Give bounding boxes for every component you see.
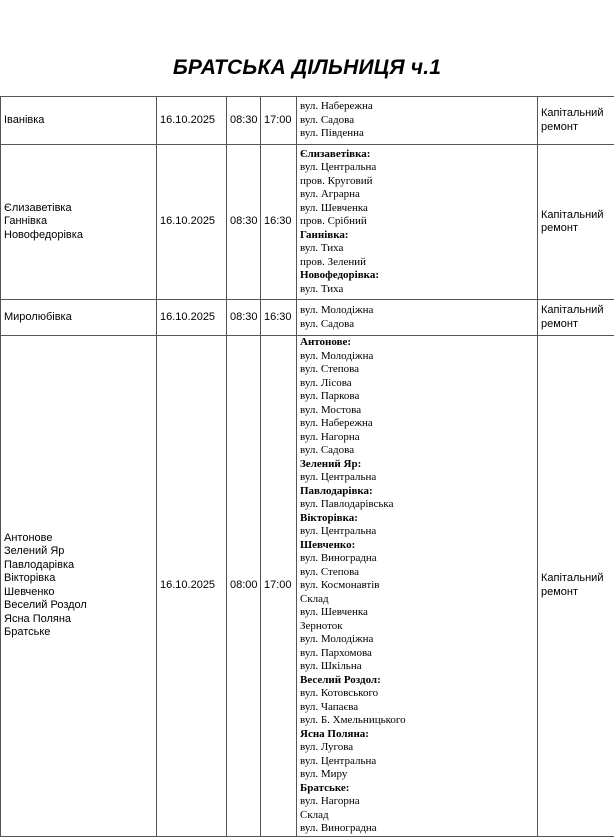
settlement-name: Веселий Роздол [4, 599, 87, 612]
settlement-name: Братське [4, 626, 51, 639]
street-name: вул. Нагорна [300, 430, 360, 443]
street-name: пров. Срібний [300, 215, 367, 228]
settlement-name: Ясна Поляна [4, 612, 72, 625]
work-type-text: ремонт [541, 585, 579, 598]
work-type-cell [538, 145, 614, 300]
street-name: вул. Нагорна [300, 795, 360, 807]
settlement-name: Ганнівка [4, 215, 48, 228]
start-time-cell: 08:30 [227, 145, 261, 300]
settlement-name: Антонове [4, 531, 53, 544]
work-type-text: ремонт [541, 317, 579, 330]
settlement-name: Іванівка [4, 113, 45, 126]
street-name: вул. Лісова [300, 376, 352, 389]
street-name: вул. Молодіжна [300, 633, 374, 645]
street-name: вул. Степова [300, 565, 360, 578]
streets-cell [297, 300, 538, 336]
street-name: вул. Центральна [300, 161, 377, 174]
start-time-cell: 08:30 [227, 300, 261, 336]
street-name: вул. Паркова [300, 390, 360, 402]
streets-cell [297, 97, 538, 145]
page-title: БРАТСЬКА ДІЛЬНИЦЯ ч.1 [172, 56, 442, 79]
street-name: пров. Зелений [300, 255, 367, 268]
street-name: вул. Космонавтів [300, 579, 380, 591]
street-name: вул. Центральна [300, 525, 377, 537]
streets-cell [297, 336, 538, 837]
settlement-heading: Веселий Роздол: [300, 673, 381, 686]
work-type-cell [538, 336, 614, 837]
end-time-cell: 16:30 [261, 300, 297, 336]
street-name: вул. Південна [300, 127, 364, 140]
work-type-cell [538, 97, 614, 145]
table-body [1, 97, 614, 837]
settlements-cell [1, 97, 157, 145]
settlement-heading: Вікторівка: [300, 511, 358, 524]
street-name: вул. Виноградна [300, 822, 377, 834]
street-name: Зерноток [300, 619, 343, 632]
streets-cell [297, 145, 538, 300]
table-row [1, 300, 614, 336]
street-name: вул. Виноградна [300, 552, 377, 564]
start-time-cell: 08:00 [227, 336, 261, 837]
street-name: вул. Молодіжна [300, 349, 374, 362]
outage-schedule-table [0, 96, 614, 837]
street-name: вул. Шкільна [300, 660, 362, 672]
settlement-name: Павлодарівка [4, 558, 75, 571]
settlement-heading: Павлодарівка: [300, 484, 373, 497]
settlement-name: Єлизаветівка [4, 201, 72, 214]
street-name: вул. Центральна [300, 471, 377, 483]
settlement-name: Миролюбівка [4, 310, 72, 323]
settlement-heading: Новофедорівка: [300, 269, 380, 282]
settlement-name: Шевченко [4, 585, 55, 598]
street-name: вул. Миру [300, 768, 348, 780]
end-time-cell: 17:00 [261, 336, 297, 837]
street-name: вул. Павлодарівська [300, 498, 394, 510]
street-name: вул. Чапаєва [300, 700, 359, 713]
work-type-text: Капітальний [541, 107, 604, 119]
settlement-heading: Ясна Поляна: [300, 727, 369, 740]
settlement-heading: Антонове: [300, 336, 352, 348]
work-type-text: Капітальний [541, 304, 604, 316]
date-cell: 16.10.2025 [157, 336, 227, 837]
table-row [1, 336, 614, 837]
street-name: вул. Садова [300, 317, 355, 330]
work-type-text: Капітальний [541, 572, 604, 585]
start-time-cell: 08:30 [227, 97, 261, 145]
street-name: вул. Тиха [300, 282, 344, 295]
street-name: вул. Молодіжна [300, 304, 374, 316]
street-name: Склад [300, 592, 329, 605]
settlements-cell [1, 145, 157, 300]
street-name: вул. Набережна [300, 417, 373, 429]
street-name: вул. Б. Хмельницького [300, 714, 406, 726]
settlement-heading: Братське: [300, 781, 350, 794]
street-name: вул. Тиха [300, 242, 344, 255]
table-row [1, 145, 614, 300]
street-name: вул. Шевченка [300, 606, 368, 618]
date-cell: 16.10.2025 [157, 300, 227, 336]
street-name: вул. Садова [300, 113, 355, 126]
settlement-name: Зелений Яр [4, 545, 65, 558]
settlements-cell [1, 336, 157, 837]
street-name: вул. Шевченка [300, 201, 368, 214]
work-type-text: Капітальний [541, 208, 604, 221]
street-name: вул. Лугова [300, 741, 354, 753]
settlement-name: Новофедорівка [4, 228, 83, 241]
end-time-cell: 17:00 [261, 97, 297, 145]
street-name: вул. Садова [300, 444, 355, 456]
table-row [1, 97, 614, 145]
date-cell: 16.10.2025 [157, 97, 227, 145]
work-type-cell [538, 300, 614, 336]
settlement-heading: Зелений Яр: [300, 457, 362, 470]
end-time-cell: 16:30 [261, 145, 297, 300]
street-name: вул. Пархомова [300, 646, 372, 659]
street-name: вул. Степова [300, 363, 360, 375]
settlement-heading: Єлизаветівка: [300, 147, 371, 160]
work-type-text: ремонт [541, 120, 579, 133]
settlement-name: Вікторівка [4, 572, 56, 585]
settlement-heading: Ганнівка: [300, 228, 349, 241]
street-name: Склад [300, 808, 329, 821]
street-name: вул. Котовського [300, 687, 379, 699]
street-name: вул. Набережна [300, 100, 373, 113]
street-name: пров. Круговий [300, 174, 373, 187]
work-type-text: ремонт [541, 222, 579, 234]
street-name: вул. Центральна [300, 754, 377, 767]
settlement-heading: Шевченко: [300, 538, 356, 551]
settlements-cell [1, 300, 157, 336]
date-cell: 16.10.2025 [157, 145, 227, 300]
street-name: вул. Аграрна [300, 188, 360, 201]
street-name: вул. Мостова [300, 403, 362, 416]
